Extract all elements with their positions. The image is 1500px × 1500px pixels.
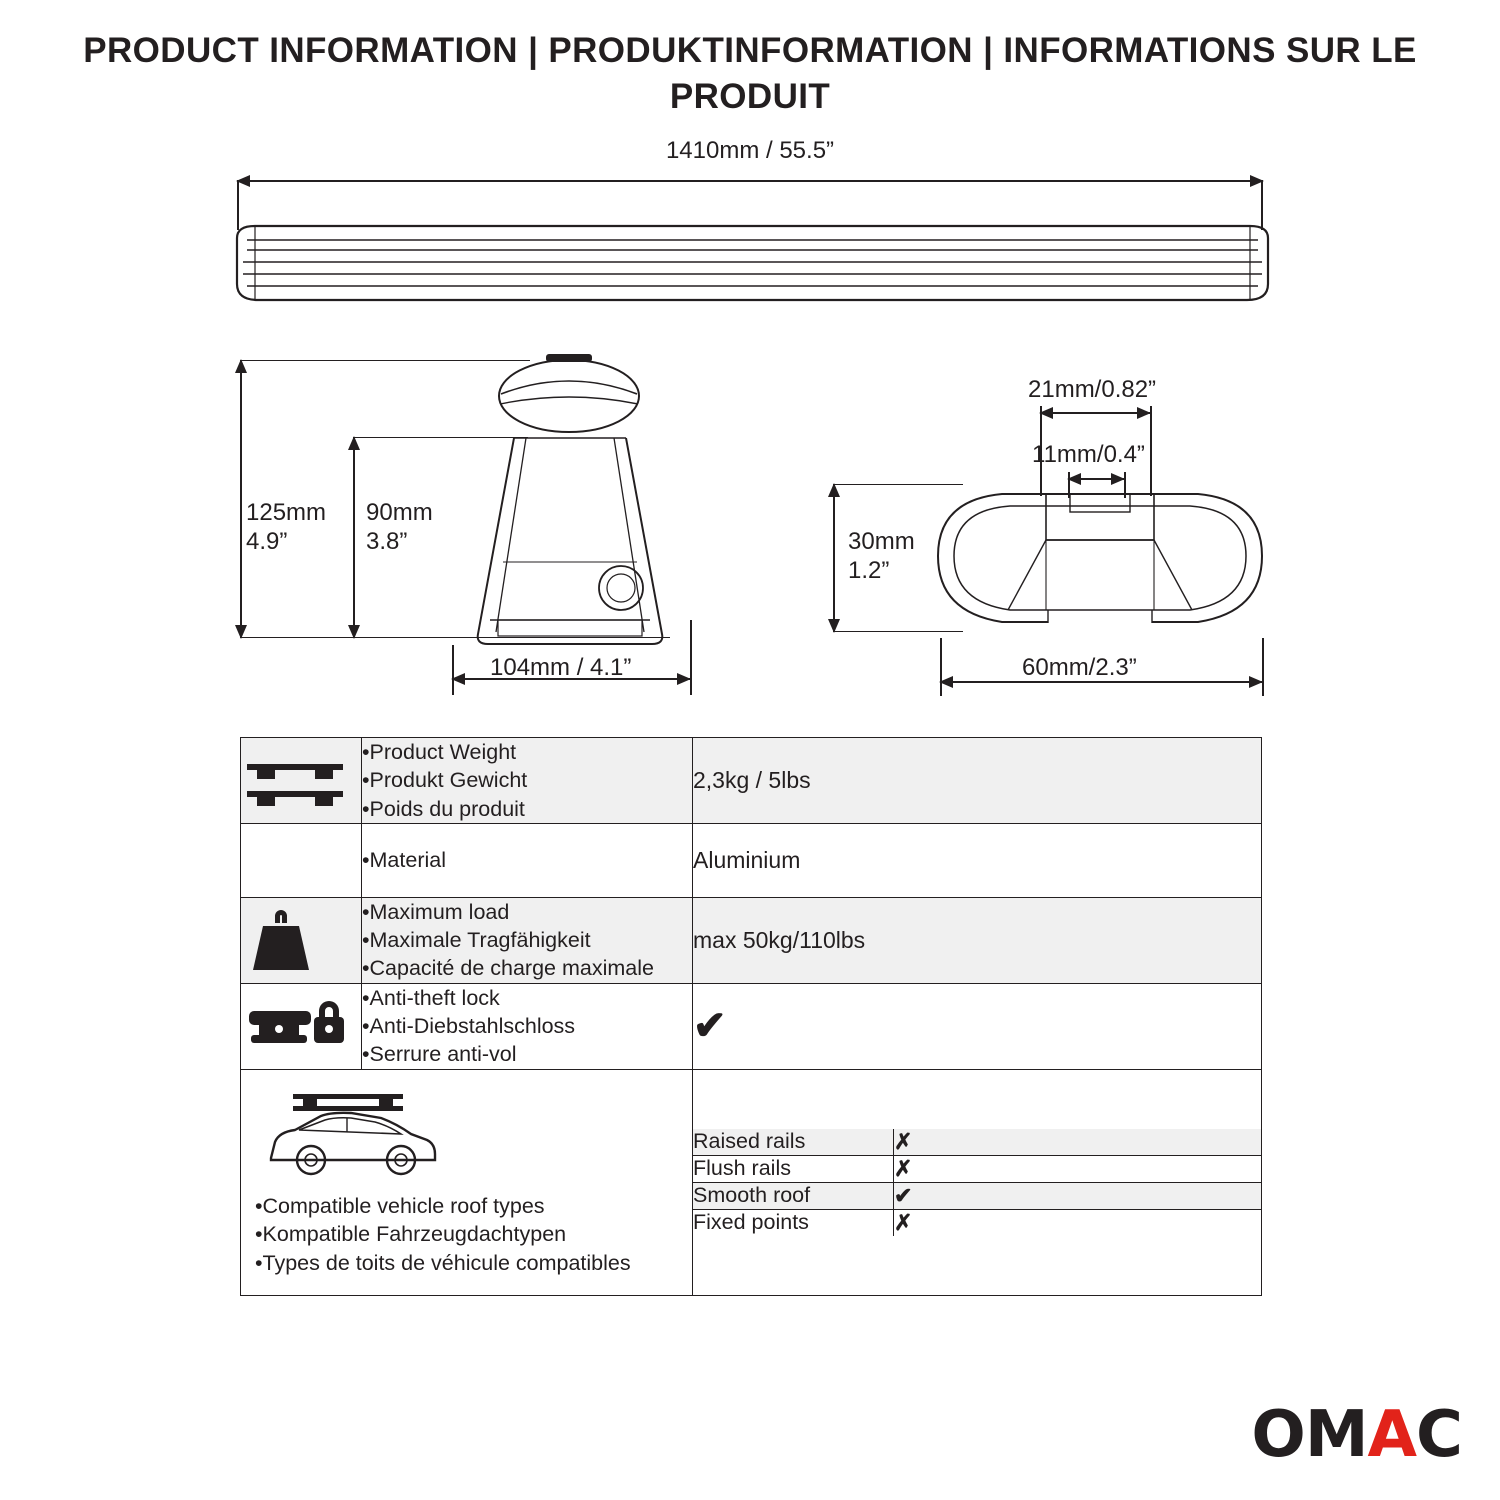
profile-height-label: 30mm 1.2” (848, 528, 915, 585)
table-row (693, 1129, 1261, 1156)
page-title: PRODUCT INFORMATION | PRODUKTINFORMATION | INFORMATIONS SUR LE PRODUIT (83, 31, 1417, 116)
logo-letter-o: O (1251, 1398, 1305, 1472)
smooth-roof-label: Smooth roof (693, 1182, 894, 1209)
raised-rails-label: Raised rails (693, 1129, 894, 1156)
logo-letter-c: C (1416, 1398, 1462, 1472)
specification-table (240, 737, 1262, 1296)
check-icon: ✔ (693, 1004, 727, 1049)
bar-length-label: 1410mm / 55.5” (665, 137, 835, 164)
profile-width-tick-left (940, 638, 942, 696)
product-weight-label: •Product Weight •Produkt Gewicht •Poids du produit (362, 738, 693, 824)
flush-rails-label: Flush rails (693, 1155, 894, 1182)
table-row (241, 824, 1262, 897)
flush-rails-mark (894, 1155, 1262, 1182)
table-row (241, 1069, 1262, 1295)
slot-inner-arrow (1068, 478, 1124, 480)
crossbar-side-view (225, 218, 1280, 313)
max-load-value: max 50kg/110lbs (693, 897, 1262, 983)
table-row (241, 897, 1262, 983)
material-label: •Material (362, 824, 693, 897)
table-row (241, 983, 1262, 1069)
table-row (241, 738, 1262, 824)
slot-outer-label: 21mm/0.82” (1028, 376, 1157, 403)
slot-outer-arrow (1040, 412, 1150, 414)
anti-theft-lock-label: •Anti-theft lock •Anti-Diebstahlschloss •Serrure anti-vol (362, 983, 693, 1069)
raised-rails-mark (894, 1129, 1262, 1156)
check-icon: ✔ (894, 1182, 913, 1208)
slot-inner-label: 11mm/0.4” (1032, 441, 1145, 468)
table-row (693, 1209, 1261, 1236)
product-weight-value: 2,3kg / 5lbs (693, 738, 1262, 824)
car-with-rack-icon (255, 1084, 678, 1180)
foot-width-tick-right (690, 620, 692, 695)
foot-height-arrow (353, 437, 355, 638)
foot-width-tick-left (452, 645, 454, 695)
cross-icon: ✗ (894, 1209, 913, 1235)
roof-types-label-cell: •Compatible vehicle roof types •Kompatible Fahrzeugdachtypen •Types de toits de véhicule compatibles (241, 1069, 693, 1295)
total-height-arrow (240, 360, 242, 638)
max-load-label: •Maximum load •Maximale Tragfähigkeit •Capacité de charge maximale (362, 897, 693, 983)
fixed-points-mark (894, 1209, 1262, 1236)
smooth-roof-mark (894, 1182, 1262, 1209)
roof-types-matrix-cell (693, 1069, 1262, 1295)
fixed-points-label: Fixed points (693, 1209, 894, 1236)
table-row (693, 1155, 1261, 1182)
logo-letter-a: A (1367, 1398, 1417, 1472)
omac-logo (1251, 1398, 1462, 1472)
weight-icon (241, 897, 362, 983)
profile-height-arrow (833, 484, 835, 632)
roof-types-table (693, 1129, 1261, 1236)
cross-icon: ✗ (894, 1128, 913, 1154)
foot-width-label: 104mm / 4.1” (490, 654, 632, 681)
foot-front-view (440, 352, 710, 652)
logo-letter-m: M (1304, 1398, 1368, 1472)
lock-icon (241, 983, 362, 1069)
material-icon-placeholder (241, 824, 362, 897)
crossbar-icon (241, 738, 362, 824)
profile-cross-section (930, 482, 1270, 642)
total-height-label: 125mm 4.9” (246, 499, 327, 556)
bar-length-arrow (237, 180, 1263, 182)
profile-width-label: 60mm/2.3” (1022, 654, 1137, 681)
anti-theft-lock-value (693, 983, 1262, 1069)
profile-width-tick-right (1262, 638, 1264, 696)
cross-icon: ✗ (894, 1155, 913, 1181)
material-value: Aluminium (693, 824, 1262, 897)
foot-height-label: 90mm 3.8” (366, 499, 433, 556)
table-row (693, 1182, 1261, 1209)
